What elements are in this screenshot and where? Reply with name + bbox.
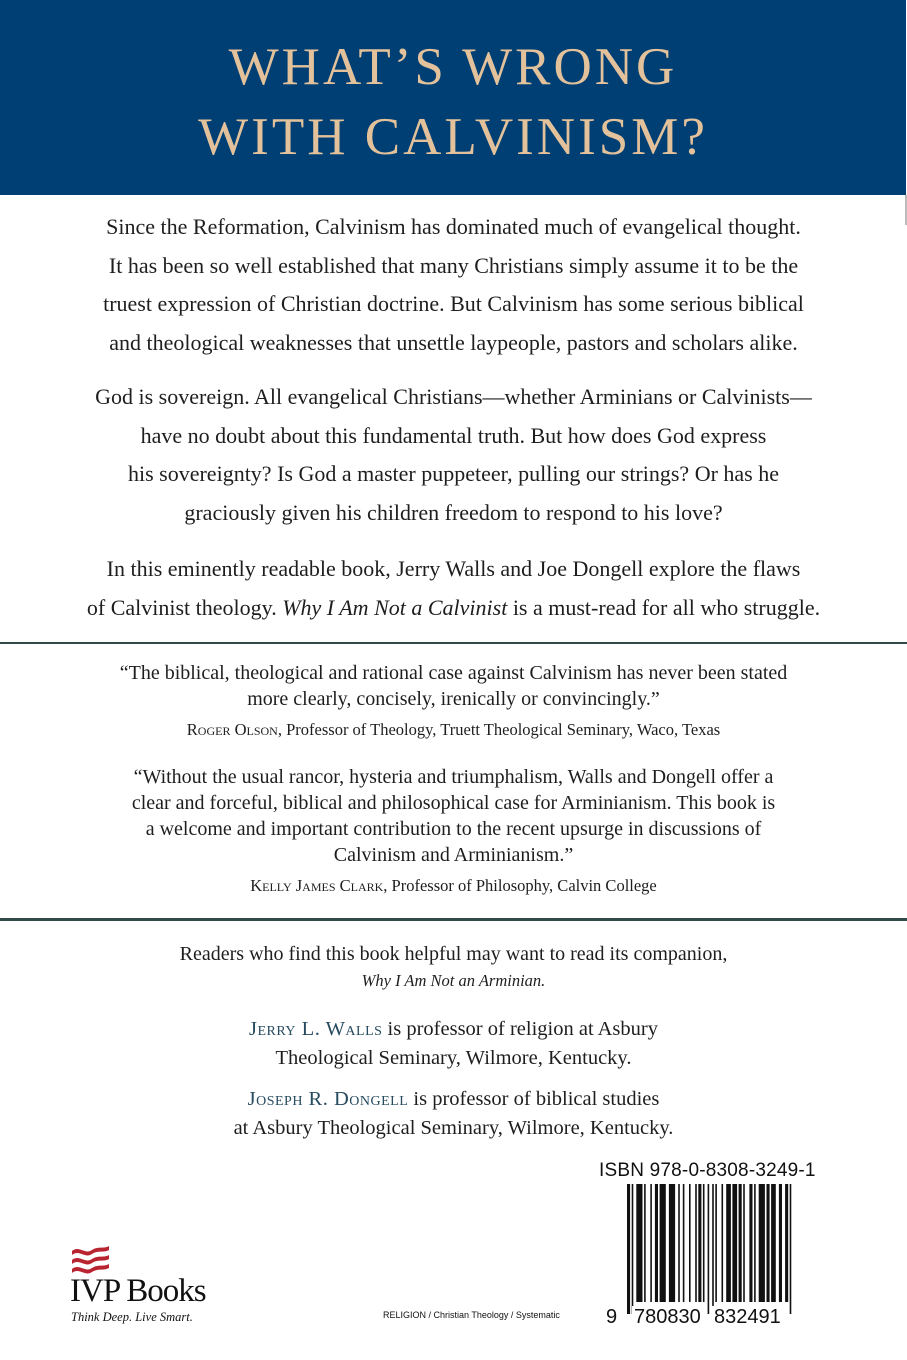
barcode-bar — [767, 1184, 770, 1302]
text-line: his sovereignty? Is God a master puppeteer, pulling our strings? Or has he — [127, 461, 780, 486]
barcode-bar — [759, 1184, 765, 1302]
endorser-affiliation: , Professor of Theology, Truett Theological Seminary, Waco, Texas — [277, 720, 721, 739]
text-line — [40, 589, 867, 628]
barcode-right-digits: 832491 — [714, 1306, 781, 1328]
barcode-bar — [749, 1184, 752, 1302]
endorsement-1 — [40, 660, 867, 742]
endorsement-attribution — [40, 874, 867, 898]
bio-text: is professor of biblical studies — [408, 1088, 660, 1110]
text-fragment: is a must-read for all who struggle. — [507, 594, 821, 620]
barcode-bar — [785, 1184, 788, 1302]
barcode-bar — [703, 1184, 705, 1302]
barcode-first-digit: 9 — [606, 1306, 618, 1328]
text-fragment: of Calvinist theology. — [86, 594, 283, 620]
endorsement-attribution — [40, 718, 867, 742]
barcode-bar — [743, 1184, 745, 1302]
companion-text: Readers who find this book helpful may want to read its companion, — [179, 943, 728, 965]
book-cover-title — [0, 32, 906, 172]
text-line: have no doubt about this fundamental truth. But how does God express — [140, 422, 767, 448]
publisher-logo — [70, 1245, 230, 1335]
title-line-2: WITH CALVINISM? — [198, 108, 708, 166]
barcode-bar — [779, 1184, 782, 1302]
text-line: graciously given his children freedom to respond to his love? — [184, 499, 723, 525]
publisher-tagline: Think Deep. Live Smart. — [71, 1310, 193, 1324]
barcode-bar — [678, 1184, 680, 1302]
barcode-bar — [739, 1184, 742, 1302]
divider-bottom — [0, 918, 907, 921]
endorser-name: Roger Olson — [186, 720, 278, 739]
title-line-1: WHAT’S WRONG — [228, 38, 678, 96]
bio-line: Theological Seminary, Wilmore, Kentucky. — [275, 1047, 632, 1069]
companion-title: Why I Am Not an Arminian. — [361, 971, 546, 990]
category-label: RELIGION / Christian Theology / Systematic — [383, 1310, 560, 1320]
barcode-bar — [732, 1184, 737, 1302]
barcode-bar — [722, 1184, 724, 1302]
isbn-label: ISBN 978-0-8308-3249-1 — [599, 1160, 816, 1181]
description-paragraph-1 — [40, 208, 867, 362]
author-bio-2 — [40, 1085, 867, 1143]
author-name: Joseph R. Dongell — [247, 1088, 409, 1110]
barcode-bar — [715, 1184, 717, 1302]
barcode-bar — [695, 1184, 697, 1302]
bio-line — [40, 1015, 867, 1044]
barcode-bar — [708, 1184, 710, 1314]
bio-text: is professor of religion at Asbury — [382, 1018, 658, 1040]
author-bio-1 — [40, 1015, 867, 1073]
publisher-name: IVP Books — [70, 1273, 206, 1309]
barcode-bar — [669, 1184, 675, 1302]
book-title-italic: Why I Am Not a Calvinist — [282, 594, 508, 620]
description-paragraph-3 — [40, 550, 867, 627]
barcode-bar — [683, 1184, 685, 1302]
barcode-bar — [655, 1184, 658, 1302]
endorsement-quote-line: clear and forceful, biblical and philosophical case for Arminianism. This book is — [131, 792, 776, 814]
barcode-bar — [698, 1184, 701, 1302]
barcode-bar — [790, 1184, 792, 1314]
endorsement-quote-line: more clearly, concisely, irenically or convincingly.” — [247, 688, 660, 710]
barcode-bar — [650, 1184, 652, 1302]
barcode-bar — [636, 1184, 642, 1302]
barcode-bar — [660, 1184, 666, 1302]
text-line: and theological weaknesses that unsettle laypeople, pastors and scholars alike. — [109, 329, 798, 355]
barcode-bar — [632, 1184, 634, 1314]
barcode-bar — [712, 1184, 714, 1314]
endorsement-quote-line: “Without the usual rancor, hysteria and triumphalism, Walls and Dongell offer a — [133, 766, 774, 788]
barcode-bar — [627, 1184, 630, 1314]
barcode-bar — [689, 1184, 691, 1302]
bio-line — [40, 1085, 867, 1114]
text-line: God is sovereign. All evangelical Christians—whether Arminians or Calvinists— — [95, 384, 812, 409]
text-line: truest expression of Christian doctrine. But Calvinism has some serious biblical — [103, 291, 804, 316]
text-line: In this eminently readable book, Jerry Walls and Joe Dongell explore the flaws — [106, 556, 801, 581]
endorser-name: Kelly James Clark — [250, 876, 384, 895]
barcode-bar — [771, 1184, 776, 1302]
endorsement-quote-line: a welcome and important contribution to the recent upsurge in discussions of — [145, 818, 762, 840]
divider-top — [0, 642, 907, 644]
barcode-bar — [644, 1184, 646, 1302]
barcode-bar — [726, 1184, 731, 1302]
text-line: It has been so well established that many Christians simply assume it to be the — [108, 252, 799, 278]
title-banner — [0, 0, 906, 195]
endorsement-quote-line: “The biblical, theological and rational case against Calvinism has never been stated — [119, 662, 788, 684]
bio-line: at Asbury Theological Seminary, Wilmore, Kentucky. — [233, 1117, 674, 1139]
barcode-bar — [754, 1184, 756, 1302]
endorser-affiliation: , Professor of Philosophy, Calvin College — [383, 876, 657, 895]
endorsement-2 — [40, 764, 867, 898]
barcode-bars — [627, 1184, 792, 1314]
description-paragraph-2 — [40, 378, 867, 532]
companion-note — [40, 940, 867, 994]
endorsement-quote-line: Calvinism and Arminianism.” — [333, 844, 574, 866]
text-line: Since the Reformation, Calvinism has dominated much of evangelical thought. — [106, 214, 801, 239]
author-name: Jerry L. Walls — [249, 1018, 383, 1040]
barcode — [627, 1184, 792, 1314]
barcode-left-digits: 780830 — [634, 1306, 701, 1328]
